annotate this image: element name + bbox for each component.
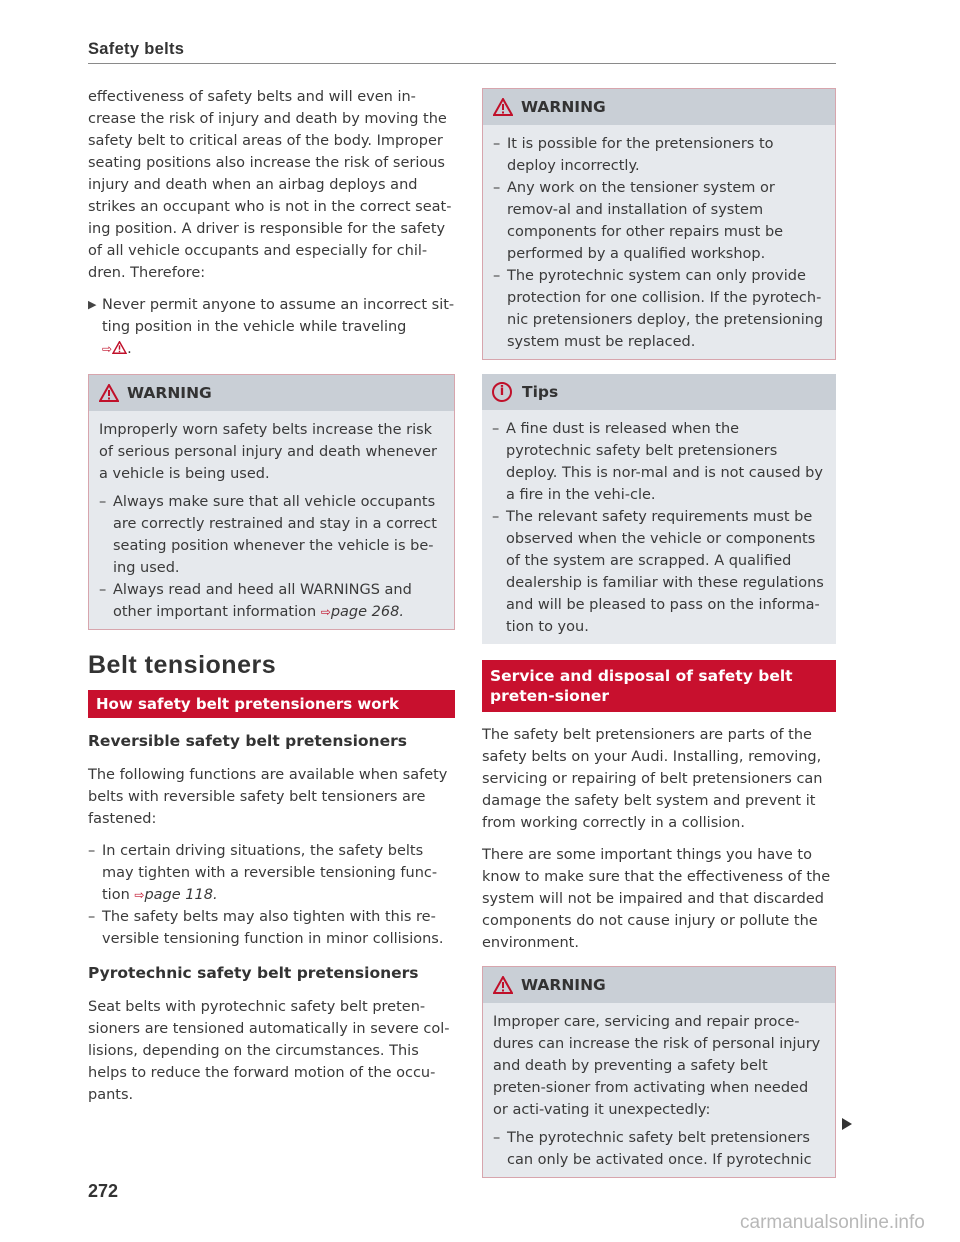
right-column <box>482 86 836 1192</box>
subsection-band: How safety belt pretensioners work <box>88 690 455 718</box>
warning-triangle-icon <box>493 976 513 994</box>
warning-box <box>482 88 836 360</box>
list-item: – It is possible for the pretensioners to deploy incorrectly. <box>493 133 825 177</box>
list-item: – Any work on the tensioner system or remov-al and installation of system components for other repairs must be performed by a qualified workshop. <box>493 177 825 265</box>
warning-body: Improper care, servicing and repair proce-dures can increase the risk of personal injury and death by preventing a safety belt preten-sioner from activating when needed or acti-vating it unexpectedly: <box>493 1014 821 1118</box>
list-item: – The relevant safety requirements must be observed when the vehicle or components of the system are scrapped. A qualified dealership is familiar with these regulations and will be pleased to pass on the informa-tion to you. <box>492 506 826 638</box>
list-item: – Always read and heed all WARNINGS and other important information ⇨page 268. <box>99 579 444 623</box>
triangle-bullet-icon: ▶ <box>88 298 97 311</box>
warning-triangle-icon <box>112 341 127 354</box>
paragraph: The following functions are available when safety belts with reversible safety belt tensioners are fastened: <box>88 767 448 827</box>
paragraph: Seat belts with pyrotechnic safety belt preten-sioners are tensioned automatically in severe col-lisions, depending on the circumstances. This helps to reduce the forward motion of the occu-pants. <box>88 999 450 1103</box>
header-rule <box>88 63 836 64</box>
instruction: ▶ Never permit anyone to assume an incorrect sit-ting position in the vehicle while traveling ⇨ . <box>88 294 455 360</box>
section-title: Belt tensioners <box>88 651 277 679</box>
intro-paragraph: effectiveness of safety belts and will even in-crease the risk of injury and death by moving the safety belt to critical areas of the body. Improper seating positions also increase the risk of serious injury and death when an airbag deploys and strikes an occupant who is not in the correct seat-ing position. A driver is responsible for the safety of all vehicle occupants and especially for chil-dren. Therefore: <box>88 89 452 281</box>
subhead: Pyrotechnic safety belt pretensioners <box>88 964 419 982</box>
tips-list <box>492 418 826 638</box>
paragraph: There are some important things you have to know to make sure that the effectiveness of the system will not be impaired and that discarded components do not cause injury or pollute the environment. <box>482 847 831 951</box>
warning-list <box>493 133 825 353</box>
list-item: – The pyrotechnic system can only provide protection for one collision. If the pyrotech-nic pretensioners deploy, the pretensioning system must be replaced. <box>493 265 825 353</box>
watermark: carmanualsonline.info <box>740 1212 925 1233</box>
arrow-right-icon: ⇨ <box>320 605 331 619</box>
warning-box <box>88 374 455 630</box>
warning-header: WARNING <box>483 967 835 1003</box>
warning-link[interactable]: ⇨ <box>102 342 127 356</box>
subsection-band: Service and disposal of safety belt preten-sioner <box>482 660 836 712</box>
warning-body: Improperly worn safety belts increase the risk of serious personal injury and death whenever a vehicle is being used. <box>99 422 438 482</box>
subhead: Reversible safety belt pretensioners <box>88 732 407 750</box>
warning-triangle-icon <box>493 98 513 116</box>
warning-list <box>99 491 444 623</box>
list-item: – Always make sure that all vehicle occupants are correctly restrained and stay in a correct seating position whenever the vehicle is be-ing used. <box>99 491 444 579</box>
warning-header: WARNING <box>483 89 835 125</box>
left-column <box>88 86 455 1116</box>
page-link[interactable]: page 118. <box>144 887 218 903</box>
continue-arrow-icon <box>842 1118 852 1130</box>
list-item: – In certain driving situations, the safety belts may tighten with a reversible tensioning func-tion ⇨page 118. <box>88 840 455 906</box>
list-item: – The safety belts may also tighten with this re-versible tensioning function in minor collisions. <box>88 906 455 950</box>
warning-box <box>482 966 836 1178</box>
warning-header: WARNING <box>89 375 454 411</box>
info-icon: i <box>492 382 512 402</box>
warning-triangle-icon <box>99 384 119 402</box>
page-header-title: Safety belts <box>88 40 185 58</box>
tips-box <box>482 374 836 644</box>
instruction-text: Never permit anyone to assume an incorrect sit-ting position in the vehicle while traveling <box>102 297 455 335</box>
arrow-right-icon: ⇨ <box>134 888 145 902</box>
list-item: – A fine dust is released when the pyrotechnic safety belt pretensioners deploy. This is nor-mal and is not caused by a fire in the vehi-cle. <box>492 418 826 506</box>
warning-list <box>493 1127 825 1171</box>
list-item: – The pyrotechnic safety belt pretensioners can only be activated once. If pyrotechnic <box>493 1127 825 1171</box>
tips-header: i Tips <box>482 374 836 410</box>
page-link[interactable]: page 268. <box>330 604 404 620</box>
page-number: 272 <box>88 1181 119 1201</box>
paragraph: The safety belt pretensioners are parts of the safety belts on your Audi. Installing, removing, servicing or repairing of belt pretensioners can damage the safety belt system and prevent it from working correctly in a collision. <box>482 727 823 831</box>
function-list <box>88 840 455 950</box>
